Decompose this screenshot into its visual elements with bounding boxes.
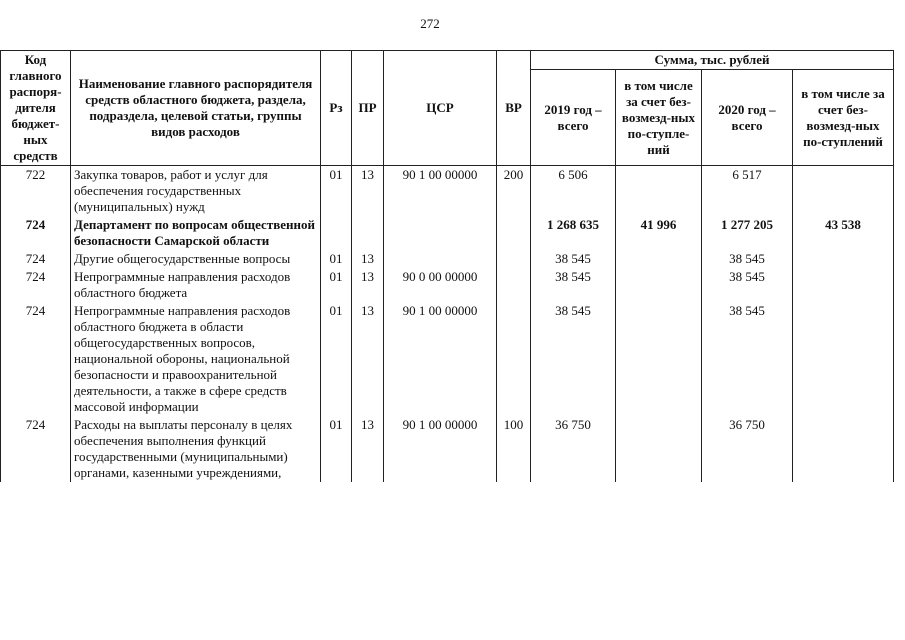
cell-name: Департамент по вопросам общественной безопасности Самарской области — [71, 216, 321, 250]
cell-2019-free — [616, 416, 702, 482]
header-2019-total: 2019 год – всего — [531, 70, 616, 166]
cell-2019-free — [616, 166, 702, 217]
table-row — [1, 302, 894, 416]
cell-vr — [497, 216, 531, 250]
cell-vr — [497, 268, 531, 302]
header-pr: ПР — [352, 51, 384, 166]
cell-csr: 90 1 00 00000 — [384, 166, 497, 217]
table-row — [1, 250, 894, 268]
cell-csr — [384, 250, 497, 268]
cell-pr: 13 — [352, 268, 384, 302]
header-2020-free: в том числе за счет без-возмезд-ных по-ступлений — [793, 70, 894, 166]
cell-2020-total: 38 545 — [702, 268, 793, 302]
cell-2019-free — [616, 268, 702, 302]
cell-2020-total: 36 750 — [702, 416, 793, 482]
table-header — [1, 51, 894, 166]
cell-2020-total: 1 277 205 — [702, 216, 793, 250]
cell-name: Непрограммные направления расходов областного бюджета — [71, 268, 321, 302]
cell-vr: 200 — [497, 166, 531, 217]
header-csr: ЦСР — [384, 51, 497, 166]
cell-code: 724 — [1, 416, 71, 482]
cell-2020-free — [793, 302, 894, 416]
cell-2019-total: 38 545 — [531, 302, 616, 416]
cell-name: Непрограммные направления расходов областного бюджета в области общегосударственных вопросов, национальной обороны, национальной безопасности и правоохранительной деятельности, а также в сфере средств массовой информации — [71, 302, 321, 416]
cell-vr — [497, 302, 531, 416]
header-name: Наименование главного распорядителя средств областного бюджета, раздела, подраздела, целевой статьи, группы видов расходов — [71, 51, 321, 166]
cell-2019-free — [616, 302, 702, 416]
cell-rz: 01 — [321, 268, 352, 302]
budget-table — [0, 50, 894, 482]
cell-rz: 01 — [321, 250, 352, 268]
header-sum-group: Сумма, тыс. рублей — [531, 51, 894, 70]
table-row — [1, 216, 894, 250]
cell-name: Другие общегосударственные вопросы — [71, 250, 321, 268]
cell-rz: 01 — [321, 302, 352, 416]
cell-pr: 13 — [352, 416, 384, 482]
cell-pr: 13 — [352, 166, 384, 217]
cell-pr: 13 — [352, 250, 384, 268]
cell-csr: 90 1 00 00000 — [384, 302, 497, 416]
cell-code: 724 — [1, 250, 71, 268]
cell-2020-total: 6 517 — [702, 166, 793, 217]
header-rz: Рз — [321, 51, 352, 166]
cell-csr — [384, 216, 497, 250]
table-row — [1, 416, 894, 482]
cell-csr: 90 1 00 00000 — [384, 416, 497, 482]
cell-2019-total: 6 506 — [531, 166, 616, 217]
cell-name: Закупка товаров, работ и услуг для обеспечения государственных (муниципальных) нужд — [71, 166, 321, 217]
cell-2020-total: 38 545 — [702, 250, 793, 268]
cell-2019-free: 41 996 — [616, 216, 702, 250]
header-2020-total: 2020 год – всего — [702, 70, 793, 166]
cell-name: Расходы на выплаты персоналу в целях обеспечения выполнения функций государственными (муниципальными) органами, казенными учреждениями, — [71, 416, 321, 482]
cell-2020-free — [793, 416, 894, 482]
header-code: Код главного распоря-дителя бюджет-ных средств — [1, 51, 71, 166]
cell-2020-free — [793, 166, 894, 217]
cell-2019-total: 1 268 635 — [531, 216, 616, 250]
cell-2020-free: 43 538 — [793, 216, 894, 250]
cell-2019-free — [616, 250, 702, 268]
cell-rz — [321, 216, 352, 250]
cell-2020-free — [793, 250, 894, 268]
cell-csr: 90 0 00 00000 — [384, 268, 497, 302]
cell-code: 724 — [1, 216, 71, 250]
cell-vr — [497, 250, 531, 268]
table-row — [1, 268, 894, 302]
cell-pr: 13 — [352, 302, 384, 416]
cell-code: 724 — [1, 302, 71, 416]
table-row — [1, 166, 894, 217]
header-2019-free: в том числе за счет без-возмезд-ных по-ступле-ний — [616, 70, 702, 166]
cell-vr: 100 — [497, 416, 531, 482]
cell-2019-total: 38 545 — [531, 268, 616, 302]
header-vr: ВР — [497, 51, 531, 166]
table-body — [1, 166, 894, 483]
page-number: 272 — [420, 16, 440, 31]
cell-rz: 01 — [321, 166, 352, 217]
cell-pr — [352, 216, 384, 250]
cell-code: 724 — [1, 268, 71, 302]
cell-2020-free — [793, 268, 894, 302]
cell-code: 722 — [1, 166, 71, 217]
cell-2019-total: 38 545 — [531, 250, 616, 268]
cell-rz: 01 — [321, 416, 352, 482]
cell-2019-total: 36 750 — [531, 416, 616, 482]
cell-2020-total: 38 545 — [702, 302, 793, 416]
